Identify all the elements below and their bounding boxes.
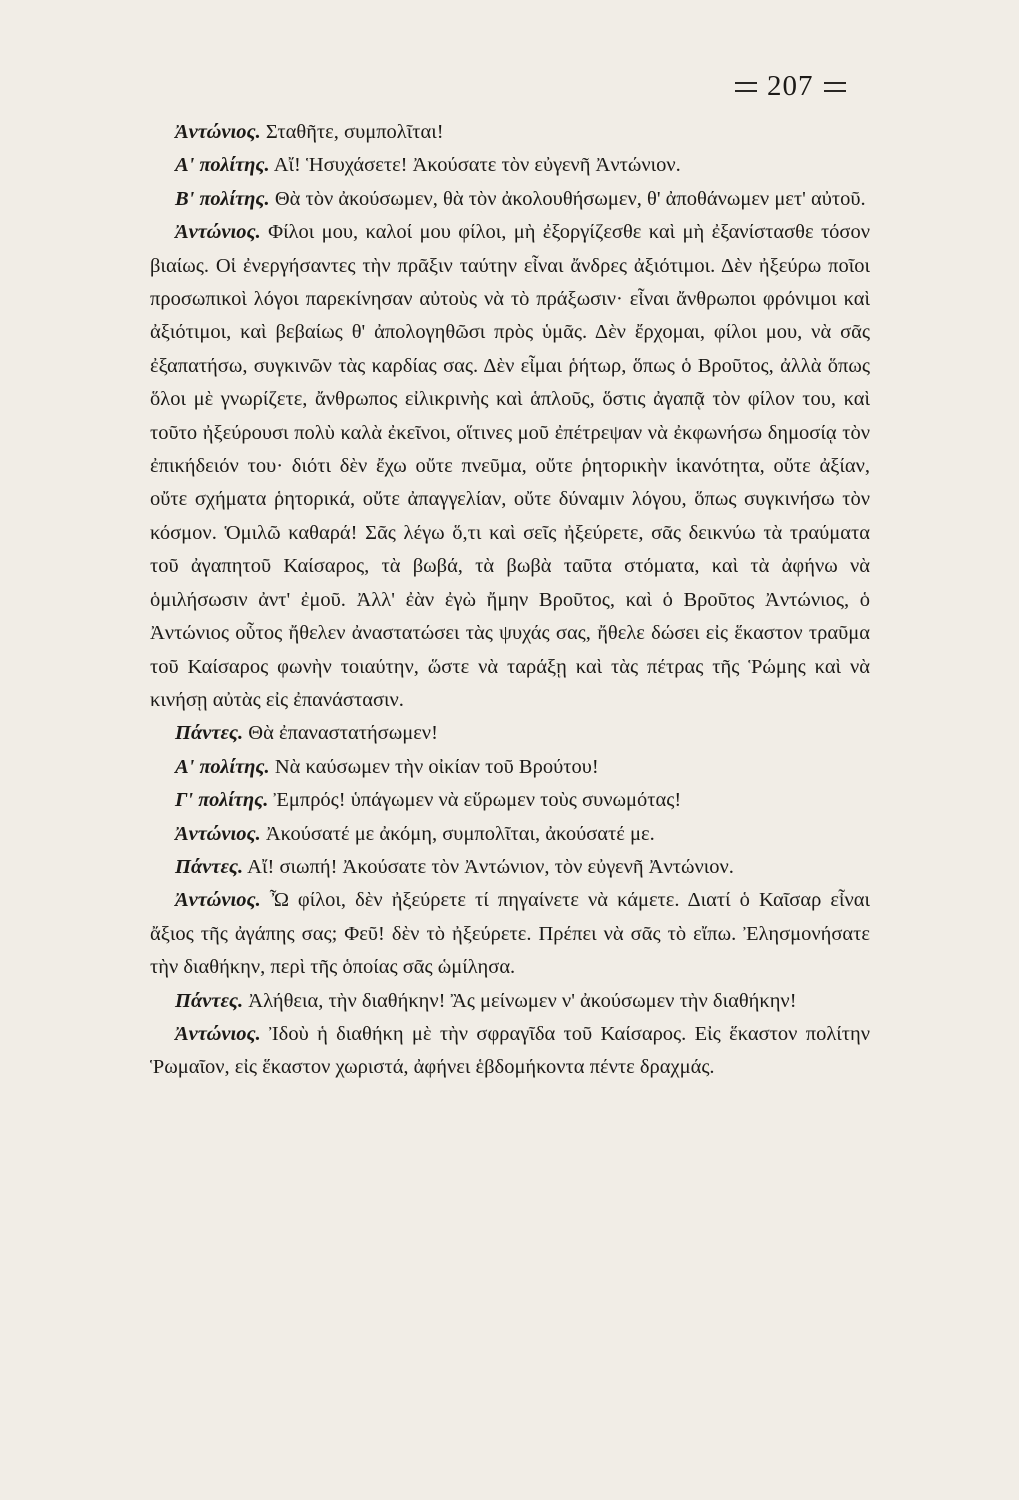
speaker-name: Β' πολίτης.: [175, 187, 270, 210]
speaker-name: Ἀντώνιος.: [175, 822, 261, 845]
dialogue-line: [150, 183, 870, 216]
speech-text: Ἀλήθεια, τὴν διαθήκην! Ἂς μείνωμεν ν' ἀκούσωμεν τὴν διαθήκην!: [248, 989, 797, 1012]
page-number-rule-right: [824, 82, 846, 92]
speech-text: Αἴ! Ἡσυχάσετε! Ἀκούσατε τὸν εὐγενῆ Ἀντώνιον.: [273, 154, 681, 177]
speech-text: Ὦ φίλοι, δὲν ἠξεύρετε τί πηγαίνετε νὰ κάμετε. Διατί ὁ Καῖσαρ εἶναι ἄξιος τῆς ἀγάπης σας; Φεῦ! δὲν τὸ ἠξεύρετε. Πρέπει νὰ σᾶς τὸ εἴπω. Ἐλησμονήσατε τὴν διαθήκην, περὶ τῆς ὁποίας σᾶς ὡμίλησα.: [150, 889, 871, 979]
speech-text: Αἴ! σιωπή! Ἀκούσατε τὸν Ἀντώνιον, τὸν εὐγενῆ Ἀντώνιον.: [247, 855, 734, 878]
dialogue-line: [150, 784, 870, 817]
speech-text: Σταθῆτε, συμπολῖται!: [265, 121, 444, 143]
speaker-name: Πάντες.: [175, 855, 244, 878]
speech-text: Ἐμπρός! ὑπάγωμεν νὰ εὕρωμεν τοὺς συνωμότας!: [273, 789, 682, 812]
speaker-name: Πάντες.: [175, 722, 244, 745]
dialogue-line: [150, 149, 870, 182]
dialogue-line: [150, 1018, 870, 1085]
dialogue-line: [150, 116, 870, 149]
speech-text: Ἰδοὺ ἡ διαθήκη μὲ τὴν σφραγῖδα τοῦ Καίσαρος. Εἰς ἕκαστον πολίτην Ῥωμαῖον, εἰς ἕκαστον χωριστά, ἀφήνει ἑβδομήκοντα πέντε δραχμάς.: [150, 1022, 871, 1079]
speaker-name: Πάντες.: [175, 989, 244, 1012]
speaker-name: Ἀντώνιος.: [175, 1022, 261, 1045]
speech-text: Θὰ τὸν ἀκούσωμεν, θὰ τὸν ἀκολουθήσωμεν, θ' ἀποθάνωμεν μετ' αὐτοῦ.: [274, 187, 866, 210]
dialogue-line: [150, 851, 870, 884]
dialogue-line: [150, 818, 870, 851]
speech-text: Φίλοι μου, καλοί μου φίλοι, μὴ ἐξοργίζεσθε καὶ μὴ ἐξανίστασθε τόσον βιαίως. Οἱ ἐνεργήσαντες τὴν πρᾶξιν ταύτην εἶναι ἄνδρες ἀξιότιμοι. Δὲν ἠξεύρω ποῖοι προσωπικοὶ λόγοι παρεκίνησαν αὐτοὺς νὰ τὸ πράξωσιν· εἶναι ἄνθρωποι φρόνιμοι καὶ ἀξιότιμοι, καὶ βεβαίως θ' ἀπολογηθῶσι πρὸς ὑμᾶς. Δὲν ἔρχομαι, φίλοι μου, νὰ σᾶς ἐξαπατήσω, συγκινῶν τὰς καρδίας σας. Δὲν εἶμαι ῥήτωρ, ὅπως ὁ Βροῦτος, ἀλλὰ ὅπως ὅλοι μὲ γνωρίζετε, ἄνθρωπος εἰλικρινὴς καὶ ἁπλοῦς, ὅστις ἀγαπᾷ τὸν φίλον του, καὶ τοῦτο ἠξεύρουσι πολὺ καλὰ ἐκεῖνοι, οἵτινες μοῦ ἐπέτρεψαν νὰ ἐκφωνήσω δημοσίᾳ τὸν ἐπικήδειόν του· διότι δὲν ἔχω οὔτε πνεῦμα, οὔτε ῥητορικὴν ἱκανότητα, οὔτε ἀξίαν, οὔτε σχήματα ῥητορικά, οὔτε ἀπαγγελίαν, οὔτε δύναμιν λόγου, ὅπως συγκινήσω τὸν κόσμον. Ὁμιλῶ καθαρά! Σᾶς λέγω ὅ,τι καὶ σεῖς ἠξεύρετε, σᾶς δεικνύω τὰ τραύματα τοῦ ἀγαπητοῦ Καίσαρος, τὰ βωβά, τὰ βωβὰ ταῦτα στόματα, καὶ τὰ ἀφήνω νὰ ὁμιλήσωσιν ἀντ' ἐμοῦ. Ἀλλ' ἐὰν ἐγὼ ἤμην Βροῦτος, καὶ ὁ Βροῦτος Ἀντώνιος, ὁ Ἀντώνιος οὗτος ἤθελεν ἀναστατώσει τὰς ψυχάς σας, ἤθελε δώσει εἰς ἕκαστον τραῦμα τοῦ Καίσαρος φωνὴν τοιαύτην, ὥστε νὰ ταράξῃ καὶ τὰς πέτρας τῆς Ῥώμης καὶ νὰ κινήσῃ αὐτὰς εἰς ἐπανάστασιν.: [150, 221, 871, 711]
speaker-name: Ἀντώνιος.: [175, 121, 261, 143]
dialogue-line: [150, 216, 870, 717]
speaker-name: Α' πολίτης.: [175, 154, 270, 177]
dialogue-line: [150, 751, 870, 784]
text-body: [150, 116, 870, 1085]
speech-text: Θὰ ἐπαναστατήσωμεν!: [248, 722, 438, 745]
page-number-rule-left: [735, 82, 757, 92]
speaker-name: Ἀντώνιος.: [175, 889, 261, 912]
speaker-name: Γ' πολίτης.: [175, 789, 269, 812]
dialogue-line: [150, 717, 870, 750]
speech-text: Νὰ καύσωμεν τὴν οἰκίαν τοῦ Βρούτου!: [274, 755, 599, 778]
speaker-name: Ἀντώνιος.: [175, 221, 261, 244]
dialogue-line: [150, 884, 870, 984]
speaker-name: Α' πολίτης.: [175, 755, 270, 778]
page-number: 207: [767, 70, 814, 102]
dialogue-line: [150, 985, 870, 1018]
speech-text: Ἀκούσατέ με ἀκόμη, συμπολῖται, ἀκούσατέ με.: [265, 822, 655, 845]
page-header: [735, 70, 846, 103]
